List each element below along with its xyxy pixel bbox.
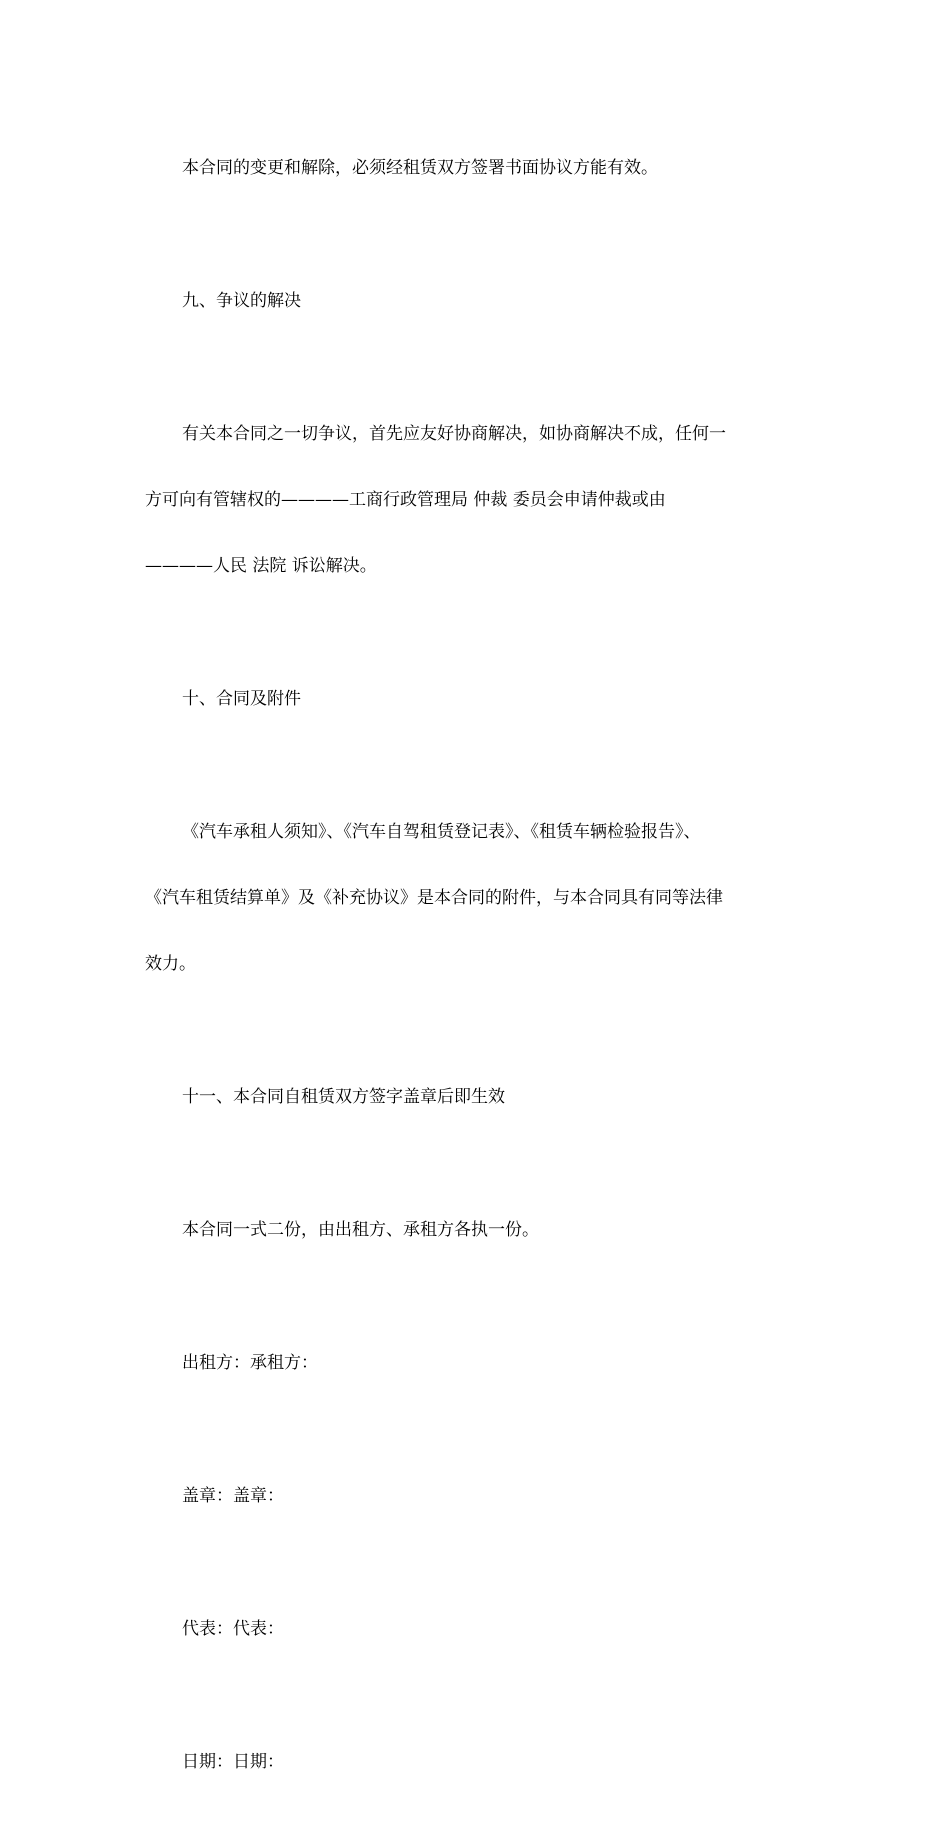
text-line: 九、争议的解决 (182, 291, 301, 311)
signature-parties (145, 1308, 805, 1418)
text-line: 效力。 (145, 954, 196, 974)
text-line: 方可向有管辖权的————工商行政管理局 仲裁 委员会申请仲裁或由 (145, 490, 666, 510)
paragraph-contract-modification (145, 113, 805, 223)
paragraph-copies (145, 1175, 805, 1285)
text-line: 有关本合同之一切争议，首先应友好协商解决，如协商解决不成，任何一 (182, 424, 726, 444)
heading-contract-attachments (145, 644, 805, 754)
text-line: 十一、本合同自租赁双方签字盖章后即生效 (182, 1087, 505, 1107)
heading-dispute-resolution (145, 246, 805, 356)
text-line: 出租方：承租方： (182, 1353, 318, 1373)
heading-effective-clause (145, 1042, 805, 1152)
text-line: 《汽车租赁结算单》及《补充协议》是本合同的附件，与本合同具有同等法律 (145, 888, 723, 908)
signature-date (145, 1707, 805, 1817)
signature-seal (145, 1441, 805, 1551)
text-line: ————人民 法院 诉讼解决。 (145, 556, 377, 576)
signature-representative (145, 1574, 805, 1684)
paragraph-dispute-clause (145, 379, 805, 621)
document-body (145, 113, 805, 1840)
text-line: 代表：代表： (182, 1619, 284, 1639)
text-line: 本合同的变更和解除，必须经租赁双方签署书面协议方能有效。 (182, 158, 658, 178)
text-line: 日期：日期： (182, 1752, 284, 1772)
text-line: 盖章：盖章： (182, 1486, 284, 1506)
paragraph-attachments-list (145, 777, 805, 1019)
text-line: 《汽车承租人须知》、《汽车自驾租赁登记表》、《租赁车辆检验报告》、 (182, 822, 701, 842)
text-line: 十、合同及附件 (182, 689, 301, 709)
text-line: 本合同一式二份，由出租方、承租方各执一份。 (182, 1220, 539, 1240)
